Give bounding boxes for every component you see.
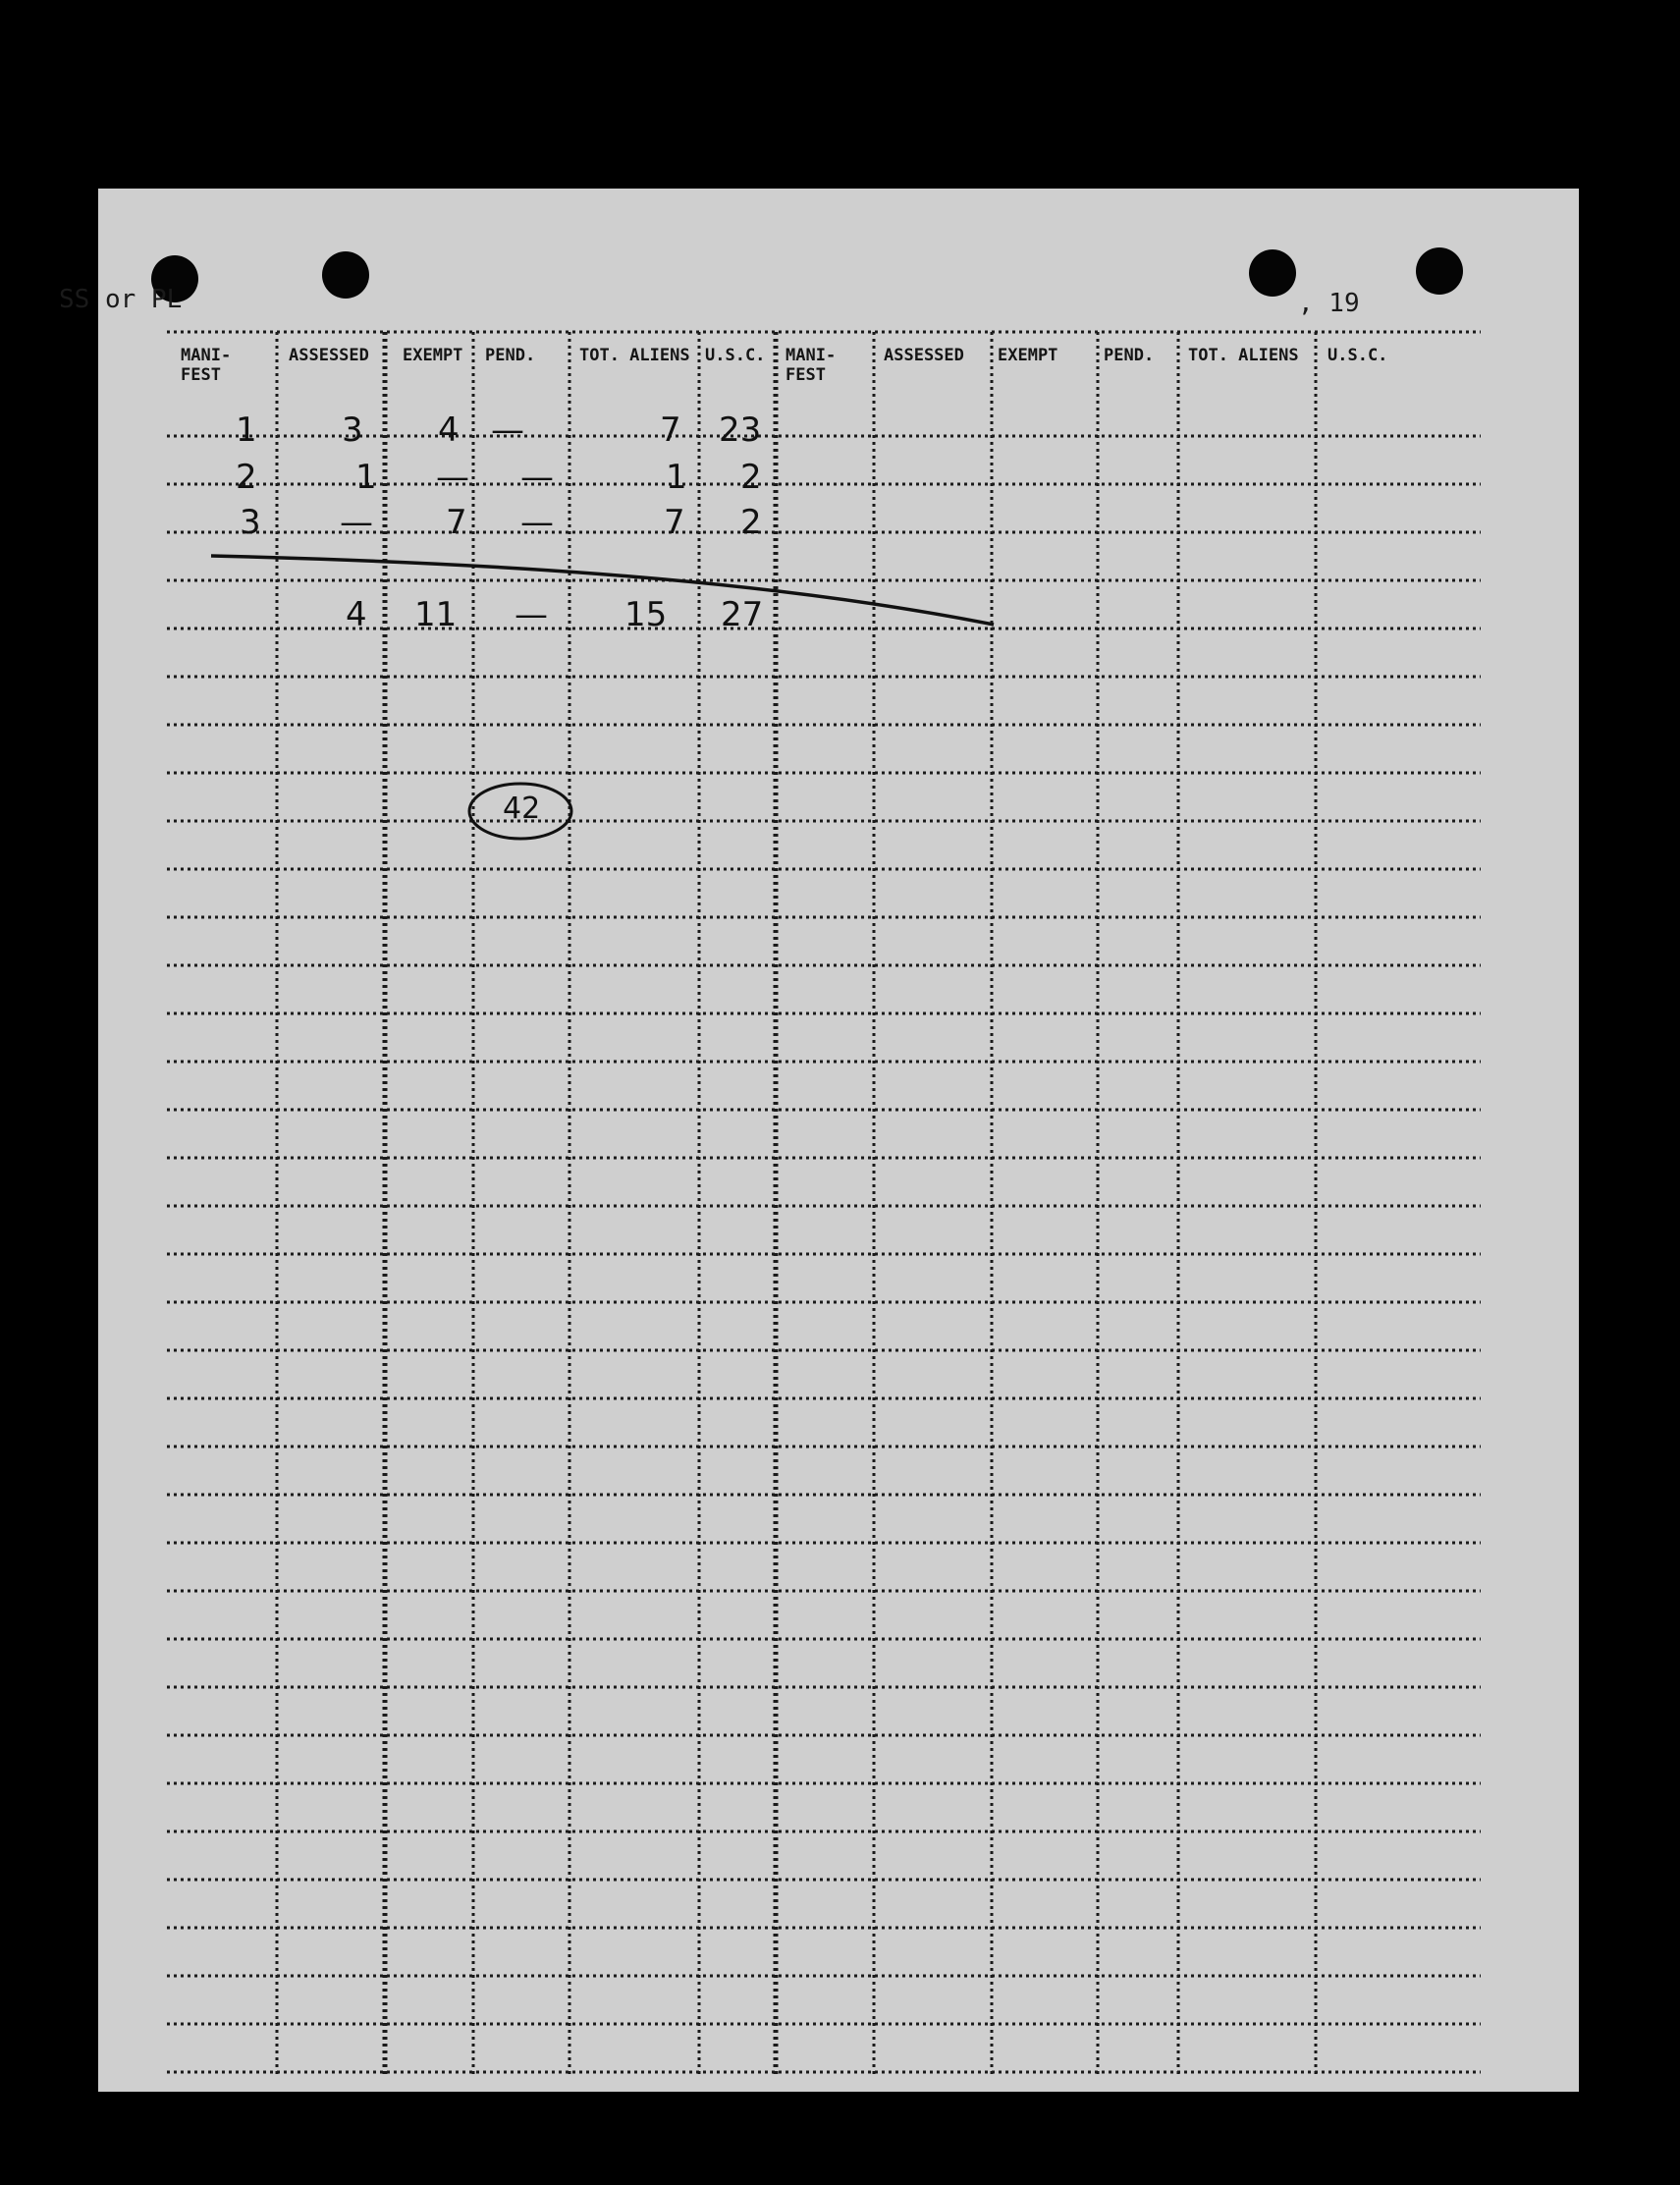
col-header-exempt-right: EXEMPT xyxy=(998,346,1058,365)
total-tot-aliens: 15 xyxy=(624,595,668,634)
row-3-manifest: 3 xyxy=(240,503,261,542)
row-2-tot-aliens: 1 xyxy=(666,458,687,497)
col-header-tot-aliens-right: TOT. ALIENS xyxy=(1188,346,1299,365)
row-1-tot-aliens: 7 xyxy=(660,410,681,450)
total-usc: 27 xyxy=(721,595,764,634)
row-1-manifest: 1 xyxy=(236,410,257,450)
row-3-pend: — xyxy=(520,503,554,542)
total-exempt: 11 xyxy=(414,595,458,634)
row-3-usc: 2 xyxy=(740,503,762,542)
row-2-assessed: 1 xyxy=(355,458,377,497)
total-assessed: 4 xyxy=(346,595,367,634)
circled-note: 42 xyxy=(503,792,541,826)
col-header-assessed-left: ASSESSED xyxy=(289,346,369,365)
col-header-assessed-right: ASSESSED xyxy=(884,346,964,365)
row-3-tot-aliens: 7 xyxy=(664,503,685,542)
row-2-pend: — xyxy=(520,458,554,497)
row-3-assessed: — xyxy=(340,503,373,542)
total-pend: — xyxy=(515,595,548,634)
col-header-tot-aliens-left: TOT. ALIENS xyxy=(579,346,690,365)
col-header-manifest-left: MANI- FEST xyxy=(181,346,232,385)
row-2-usc: 2 xyxy=(740,458,762,497)
year-label: , 19 xyxy=(1298,289,1360,318)
col-header-manifest-right: MANI- FEST xyxy=(786,346,837,385)
row-1-pend: — xyxy=(491,410,524,450)
row-3-exempt: 7 xyxy=(446,503,467,542)
col-header-usc-left: U.S.C. xyxy=(705,346,766,365)
row-1-exempt: 4 xyxy=(438,410,460,450)
col-header-pend-right: PEND. xyxy=(1104,346,1155,365)
col-header-usc-right: U.S.C. xyxy=(1328,346,1388,365)
row-1-usc: 23 xyxy=(719,410,762,450)
row-1-assessed: 3 xyxy=(342,410,363,450)
row-2-exempt: — xyxy=(436,458,469,497)
col-header-pend-left: PEND. xyxy=(485,346,536,365)
col-header-exempt-left: EXEMPT xyxy=(403,346,463,365)
row-2-manifest: 2 xyxy=(236,458,257,497)
total-rule-stroke xyxy=(211,556,994,625)
class-label: SS or PL xyxy=(59,285,183,314)
